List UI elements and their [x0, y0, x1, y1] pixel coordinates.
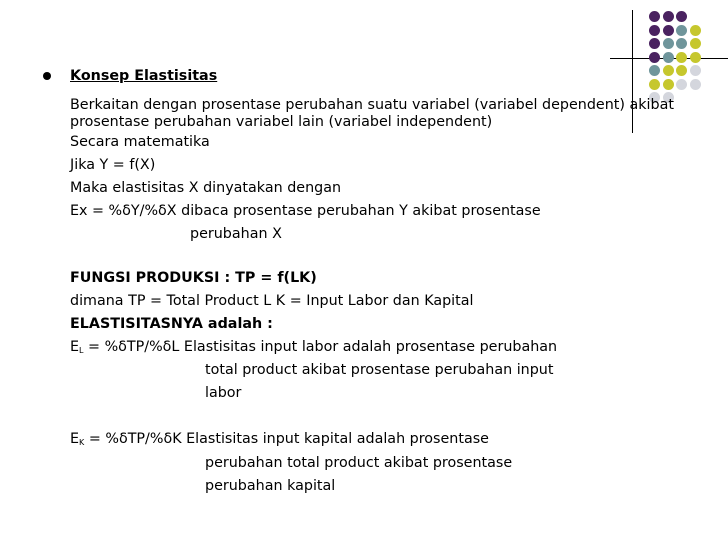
decor-dot — [663, 65, 674, 76]
text-line-6: Ex = %δY/%δX dibaca prosentase perubahan Y akibat prosentase — [70, 203, 541, 219]
dimana-line: dimana TP = Total Product L K = Input Labor dan Kapital — [70, 293, 474, 309]
ek-prefix: E — [70, 431, 80, 447]
text-line-7: perubahan X — [190, 226, 282, 242]
text-line-2: prosentase perubahan variabel lain (variabel independent) — [70, 114, 493, 130]
fungsi-produksi-heading: FUNGSI PRODUKSI : TP = f(LK) — [70, 270, 317, 286]
decor-dot — [690, 79, 701, 90]
text-line-5: Maka elastisitas X dinyatakan dengan — [70, 180, 342, 196]
ek-cont-2: perubahan kapital — [205, 478, 336, 494]
el-prefix: E — [70, 339, 80, 355]
decor-dot — [690, 65, 701, 76]
decor-dot — [690, 25, 701, 36]
decor-dot — [690, 38, 701, 49]
decor-dot — [676, 65, 687, 76]
decor-dot — [649, 11, 660, 22]
el-cont-1: total product akibat prosentase perubahan input — [205, 362, 554, 378]
decor-dot — [663, 25, 674, 36]
decor-dot — [649, 79, 660, 90]
decor-dot — [676, 25, 687, 36]
decor-dot — [663, 38, 674, 49]
el-subscript: L — [79, 346, 84, 355]
ek-formula: = %δTP/%δK Elastisitas input kapital adalah prosentase — [84, 431, 489, 447]
decor-dot — [676, 79, 687, 90]
bullet-icon — [43, 72, 51, 80]
el-formula-line — [70, 339, 557, 356]
el-formula: = %δTP/%δL Elastisitas input labor adalah prosentase perubahan — [83, 339, 558, 355]
decor-dot — [676, 52, 687, 63]
decor-dot — [649, 25, 660, 36]
decor-dot — [649, 52, 660, 63]
decor-dot — [649, 38, 660, 49]
decor-dot — [690, 52, 701, 63]
elastisitas-heading: ELASTISITASNYA adalah : — [70, 316, 273, 332]
ek-subscript: K — [79, 438, 85, 447]
el-cont-2: labor — [205, 385, 242, 401]
ek-cont-1: perubahan total product akibat prosentase — [205, 455, 513, 471]
ek-formula-line — [70, 431, 489, 448]
decor-dot — [663, 79, 674, 90]
slide-title: Konsep Elastisitas — [70, 68, 218, 84]
decor-dot — [676, 11, 687, 22]
decor-dot — [663, 52, 674, 63]
decor-dot — [663, 11, 674, 22]
decor-vertical-line — [632, 10, 633, 133]
decor-dot — [649, 65, 660, 76]
decor-dot — [676, 38, 687, 49]
text-line-4: Jika Y = f(X) — [70, 157, 156, 173]
text-line-3: Secara matematika — [70, 134, 210, 150]
text-line-1: Berkaitan dengan prosentase perubahan suatu variabel (variabel dependent) akibat — [70, 97, 674, 113]
